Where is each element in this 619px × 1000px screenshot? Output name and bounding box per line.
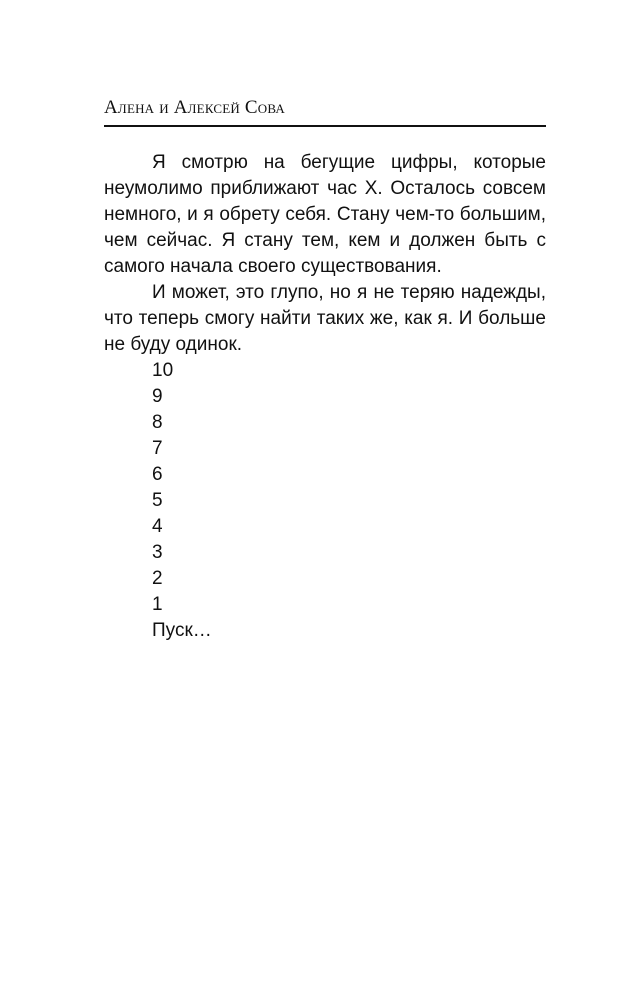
countdown-list xyxy=(104,358,546,644)
countdown-item: 8 xyxy=(152,412,163,433)
countdown-item: 2 xyxy=(152,568,163,589)
countdown-item: 3 xyxy=(152,542,163,563)
countdown-item: 10 xyxy=(152,360,174,381)
countdown-launch: Пуск… xyxy=(152,620,212,641)
countdown-item: 1 xyxy=(152,594,163,615)
paragraph: И может, это глупо, но я не теряю надежды, что теперь смогу найти таких же, как я. И больше не буду одинок. xyxy=(104,282,546,355)
countdown-item: 4 xyxy=(152,516,163,537)
running-head: Алена и Алексей Сова xyxy=(104,97,286,118)
header-divider xyxy=(104,125,546,127)
countdown-item: 5 xyxy=(152,490,163,511)
countdown-item: 9 xyxy=(152,386,163,407)
countdown-item: 6 xyxy=(152,464,163,485)
paragraph: Я смотрю на бегущие цифры, которые неумолимо приближают час X. Осталось совсем немного, и я обрету себя. Стану чем-то большим, чем сейчас. Я стану тем, кем и должен быть с самого начала своего существования. xyxy=(104,152,546,277)
countdown-item: 7 xyxy=(152,438,163,459)
page-body xyxy=(104,150,546,644)
